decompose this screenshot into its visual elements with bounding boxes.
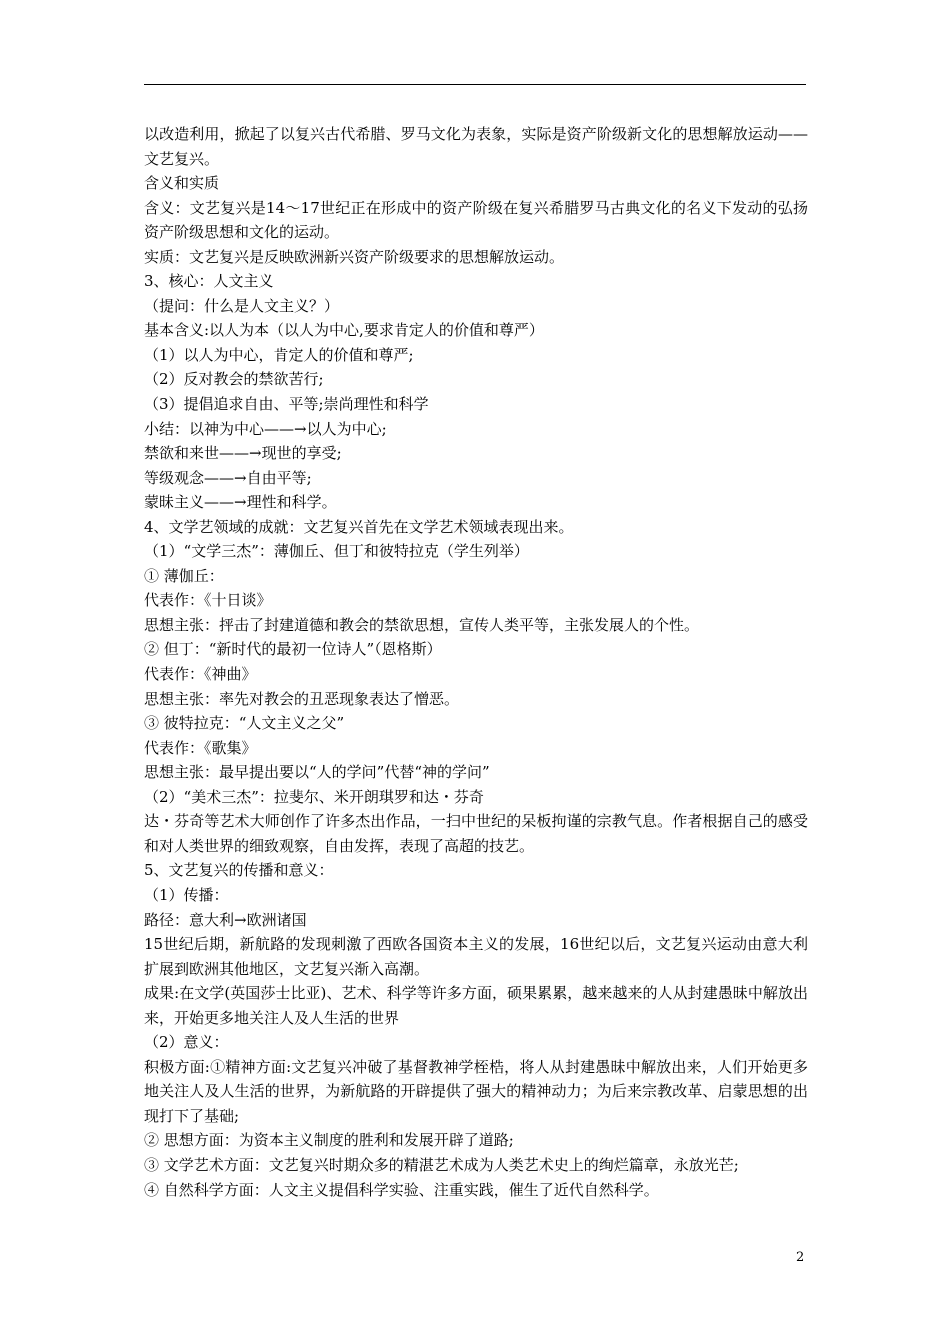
paragraph: 代表作：《歌集》 — [144, 738, 257, 757]
paragraph: （1）“文学三杰”：薄伽丘、但丁和彼特拉克（学生列举） — [144, 542, 529, 561]
list-item: （1）以人为中心，肯定人的价值和尊严; — [144, 345, 414, 364]
paragraph: （1）传播： — [144, 885, 229, 904]
paragraph: （2）意义： — [144, 1033, 229, 1052]
section-heading: 4、文学艺领域的成就：文艺复兴首先在文学艺术领域表现出来。 — [144, 517, 574, 536]
header-rule — [144, 84, 806, 85]
list-item: ③ 彼特拉克：“人文主义之父” — [144, 714, 345, 733]
section-heading: 3、核心：人文主义 — [144, 272, 274, 291]
paragraph: 积极方面:①精神方面:文艺复兴冲破了基督教神学桎梏，将人从封建愚昧中解放出来，人们开始更多地关注人及人生活的世界，为新航路的开辟提供了强大的精神动力；为后来宗教改革、启蒙思想的出现打下了基础; — [144, 1057, 808, 1125]
summary-line: 禁欲和来世——→现世的享受; — [144, 444, 342, 463]
summary-line: 等级观念——→自由平等; — [144, 468, 312, 487]
paragraph: 代表作：《十日谈》 — [144, 591, 272, 610]
paragraph: 含义：文艺复兴是14～17世纪正在形成中的资产阶级在复兴希腊罗马古典文化的名义下发动的弘扬资产阶级思想和文化的运动。 — [144, 198, 808, 242]
paragraph: 15世纪后期，新航路的发现刺激了西欧各国资本主义的发展，16世纪以后，文艺复兴运动由意大利扩展到欧洲其他地区，文艺复兴渐入高潮。 — [144, 935, 808, 978]
paragraph: 思想主张：率先对教会的丑恶现象表达了憎恶。 — [144, 689, 460, 708]
paragraph: 实质：文艺复兴是反映欧洲新兴资产阶级要求的思想解放运动。 — [144, 247, 565, 266]
paragraph: 思想主张：抨击了封建道德和教会的禁欲思想，宣传人类平等，主张发展人的个性。 — [144, 615, 700, 634]
list-item: （3）提倡追求自由、平等;崇尚理性和科学 — [144, 395, 429, 414]
paragraph: （提问：什么是人文主义？） — [144, 296, 340, 315]
summary-line: 蒙昧主义——→理性和科学。 — [144, 493, 337, 512]
paragraph: 基本含义:以人为本（以人为中心,要求肯定人的价值和尊严） — [144, 321, 544, 340]
list-item: ② 思想方面：为资本主义制度的胜利和发展开辟了道路; — [144, 1131, 514, 1150]
list-item: ③ 文学艺术方面：文艺复兴时期众多的精湛艺术成为人类艺术史上的绚烂篇章，永放光芒; — [144, 1155, 739, 1174]
list-item: ② 但丁：“新时代的最初一位诗人”（恩格斯） — [144, 640, 442, 659]
page-number: 2 — [796, 1250, 805, 1265]
paragraph: 代表作：《神曲》 — [144, 665, 257, 684]
list-item: （2）反对教会的禁欲苦行; — [144, 370, 324, 389]
list-item: ① 薄伽丘： — [144, 566, 224, 585]
document-body — [144, 122, 808, 1202]
list-item: ④ 自然科学方面：人文主义提倡科学实验、注重实践，催生了近代自然科学。 — [144, 1180, 659, 1199]
paragraph: 以改造利用，掀起了以复兴古代希腊、罗马文化为表象，实际是资产阶级新文化的思想解放运动——文艺复兴。 — [144, 125, 808, 168]
paragraph: 含义和实质 — [144, 174, 220, 193]
paragraph: 思想主张：最早提出要以“人的学问”代替“神的学问” — [144, 763, 490, 782]
summary-line: 小结：以神为中心——→以人为中心; — [144, 419, 387, 438]
paragraph: 达・芬奇等艺术大师创作了许多杰出作品，一扫中世纪的呆板拘谨的宗教气息。作者根据自己的感受和对人类世界的细致观察，自由发挥，表现了高超的技艺。 — [144, 812, 808, 855]
paragraph: 路径：意大利→欧洲诸国 — [144, 910, 307, 929]
section-heading: 5、文艺复兴的传播和意义： — [144, 861, 334, 880]
paragraph: （2）“美术三杰”：拉斐尔、米开朗琪罗和达・芬奇 — [144, 787, 484, 806]
paragraph: 成果:在文学(英国莎士比亚)、艺术、科学等许多方面，硕果累累，越来越来的人从封建愚昧中解放出来，开始更多地关注人及人生活的世界 — [144, 984, 808, 1027]
